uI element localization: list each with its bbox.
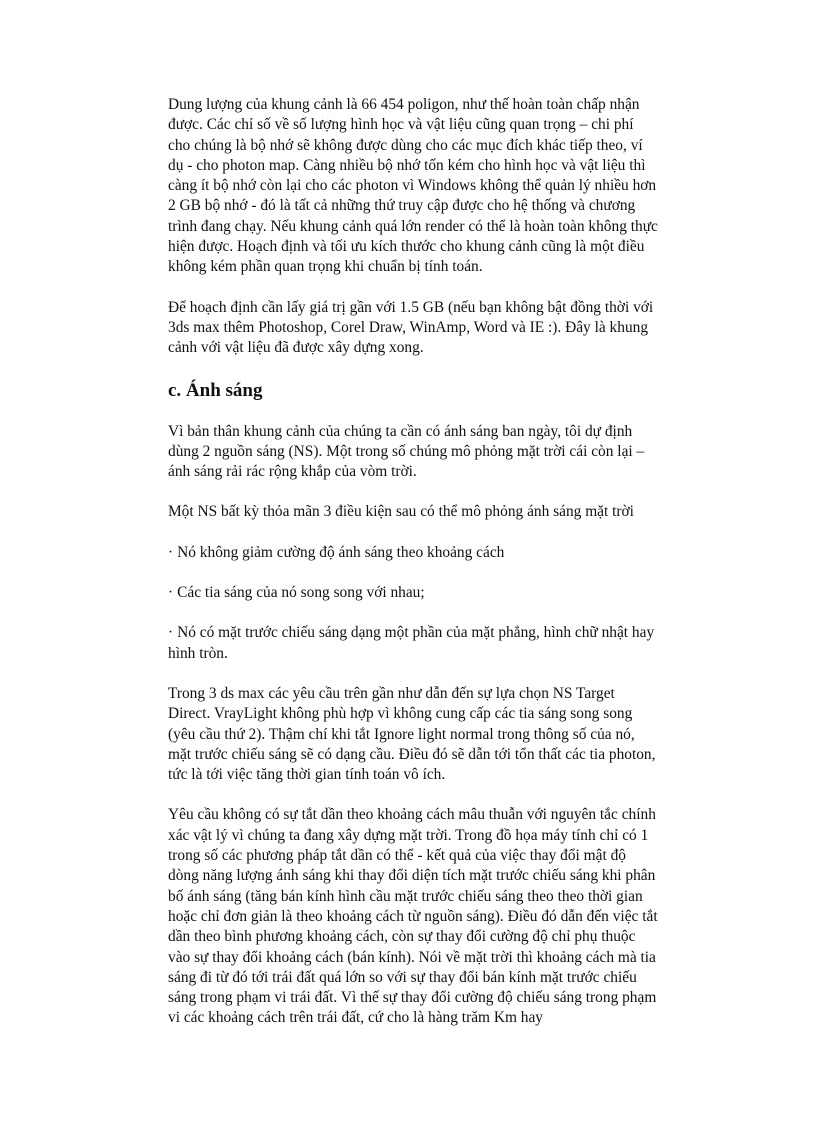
bullet-text: Nó không giảm cường độ ánh sáng theo khoảng cách [177, 543, 505, 561]
section-heading: c. Ánh sáng [168, 379, 263, 401]
paragraph-target-direct: Trong 3 ds max các yêu cầu trên gần như dẫn đến sự lựa chọn NS Target Direct. VrayLight không phù hợp vì không cung cấp các tia sáng song song (yêu cầu thứ 2). Thậm chí khi tắt Ignore light normal trong thông số của nó, mặt trước chiếu sáng sẽ có dạng cầu. Điều đó sẽ dẫn tới tổn thất các tia photon, tức là tới việc tăng thời gian tính toán vô ích. [168, 684, 656, 784]
bullet-item [168, 543, 658, 563]
paragraph-attenuation: Yêu cầu không có sự tắt dần theo khoảng cách mâu thuẫn với nguyên tắc chính xác vật lý vì chúng ta đang xây dựng mặt trời. Trong đồ họa máy tính chỉ có 1 trong số các phương pháp tắt dần có thể - kết quả của việc thay đổi mật độ dòng năng lượng ánh sáng khi thay đổi diện tích mặt trước chiếu sáng khi phân bố ánh sáng (tăng bán kính hình cầu mặt trước chiếu sáng theo theo thời gian hoặc chỉ đơn giản là theo khoảng cách từ nguồn sáng). Điều đó dẫn đến việc tắt dần theo bình phương khoảng cách, còn sự thay đổi cường độ chỉ phụ thuộc vào sự thay đổi khoảng cách (bán kính). Nói về mặt trời thì khoảng cách mà tia sáng đi từ đó tới trái đất quá lớn so với sự thay đổi bán kính mặt trước chiếu sáng trong phạm vi trái đất. Vì thế sự thay đổi cường độ chiếu sáng trong phạm vi các khoảng cách trên trái đất, cứ cho là hàng trăm Km hay [168, 806, 658, 1027]
paragraph-conditions-intro: Một NS bất kỳ thỏa mãn 3 điều kiện sau có thể mô phỏng ánh sáng mặt trời [168, 503, 634, 521]
bullet-text: Nó có mặt trước chiếu sáng dạng một phần của mặt phẳng, hình chữ nhật hay hình tròn. [168, 624, 655, 662]
paragraph-daylight: Vì bản thân khung cảnh của chúng ta cần có ánh sáng ban ngày, tôi dự định dùng 2 nguồn sáng (NS). Một trong số chúng mô phỏng mặt trời cái còn lại – ánh sáng rải rác rộng khắp của vòm trời. [168, 422, 645, 481]
bullet-item [168, 583, 658, 603]
document-page [168, 95, 658, 1049]
paragraph-planning: Để hoạch định cần lấy giá trị gần với 1.5 GB (nếu bạn không bật đồng thời với 3ds max thêm Photoshop, Corel Draw, WinAmp, Word và IE :). Đây là khung cảnh với vật liệu đã được xây dựng xong. [168, 298, 654, 357]
bullet-marker: · [168, 624, 174, 642]
paragraph-scene-size: Dung lượng của khung cảnh là 66 454 poligon, như thế hoàn toàn chấp nhận được. Các chỉ số về số lượng hình học và vật liệu cũng quan trọng – chi phí cho chúng là bộ nhớ sẽ không được dùng cho các mục đích khác tiếp theo, ví dụ - cho photon map. Càng nhiều bộ nhớ tốn kém cho hình học và vật liệu thì càng ít bộ nhớ còn lại cho các photon vì Windows không thể quản lý nhiều hơn 2 GB bộ nhớ - đó là tất cả những thứ truy cập được cho hệ thống và chương trình đang chạy. Nếu khung cảnh quá lớn render có thể là hoàn toàn không thực hiện được. Hoạch định và tối ưu kích thước cho khung cảnh cũng là một điều không kém phần quan trọng khi chuẩn bị tính toán. [168, 96, 658, 276]
bullet-item [168, 623, 658, 664]
bullet-marker: · [168, 543, 174, 561]
bullet-text: Các tia sáng của nó song song với nhau; [177, 584, 425, 602]
bullet-marker: · [168, 584, 174, 602]
